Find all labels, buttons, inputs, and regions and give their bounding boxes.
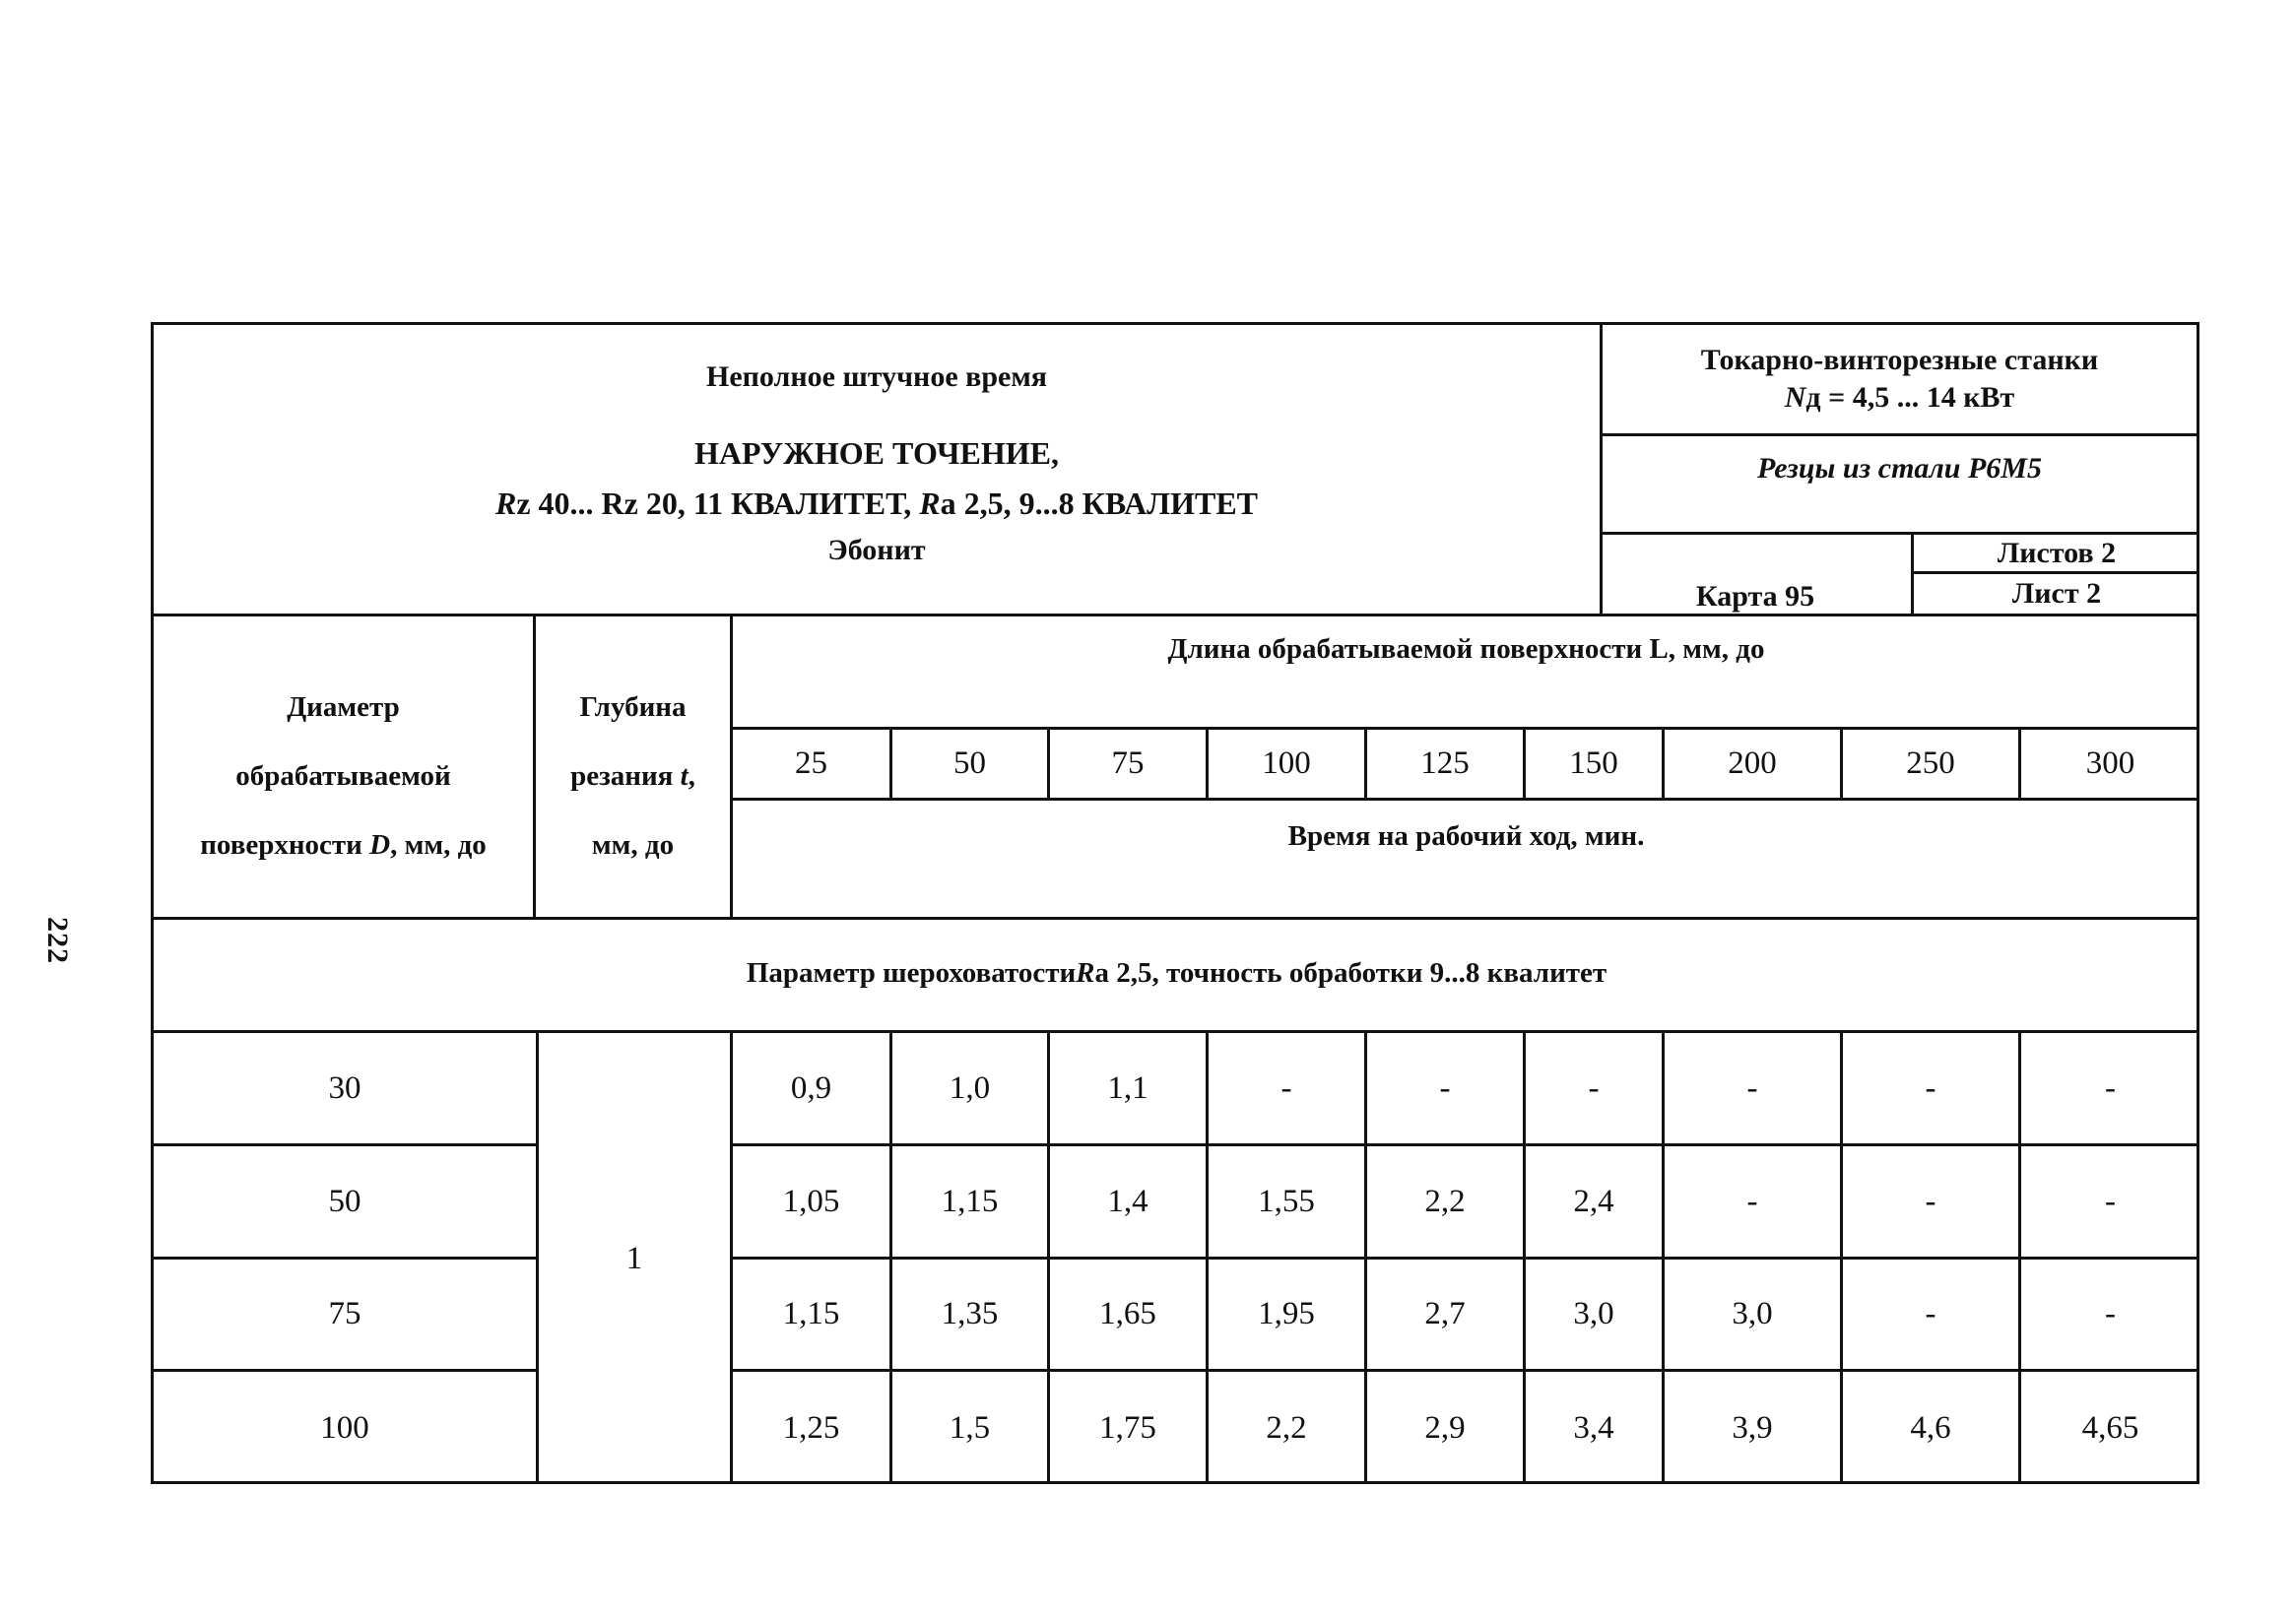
time-cell: 4,6 [1843,1372,2021,1484]
length-value: 50 [892,730,1050,801]
length-value: 150 [1526,730,1665,801]
card-number: Карта 95 [1695,580,1815,613]
time-cell: 2,9 [1367,1372,1526,1484]
length-header-text: Длина обрабатываемой поверхности L, мм, до [1167,633,1765,665]
time-cell: - [1665,1033,1843,1146]
time-header [733,801,2199,917]
time-cell: 1,4 [1050,1146,1209,1260]
time-cell: - [1367,1033,1526,1146]
operation-title: НАРУЖНОЕ ТОЧЕНИЕ, [694,435,1059,471]
subtitle: Неполное штучное время [705,360,1048,393]
time-cell: 2,7 [1367,1260,1526,1372]
time-cell: 1,5 [892,1372,1050,1484]
diameter-header [154,614,536,917]
length-value: 100 [1209,730,1367,801]
time-cell: 1,1 [1050,1033,1209,1146]
diameter-line1: Диаметр [287,691,400,723]
time-cell: - [1843,1146,2021,1260]
time-cell: 3,9 [1665,1372,1843,1484]
sheet-current: Лист 2 [2011,577,2102,610]
rz-text: z 40... Rz 20, 11 КВАЛИТЕТ, [516,486,920,521]
spec-line [154,486,1600,522]
length-value: 25 [733,730,892,801]
table-row [154,1033,2199,1146]
time-cell: 1,95 [1209,1260,1367,1372]
time-cell: - [1209,1033,1367,1146]
n-symbol: N [1784,381,1806,414]
depth-line2: резания t, [570,760,695,792]
time-cell: - [1526,1033,1665,1146]
length-values-row [733,730,2199,801]
ra-symbol: R [1076,957,1095,989]
title-block [154,325,1600,614]
diameter-cell: 100 [320,1409,369,1446]
time-cell: - [1843,1260,2021,1372]
diameter-cell: 50 [154,1146,536,1260]
time-cell: 2,4 [1526,1146,1665,1260]
time-cell: 1,65 [1050,1260,1209,1372]
ra-symbol: R [919,486,941,521]
depth-value: 1 [536,1033,733,1484]
ra-text: a 2,5, 9...8 КВАЛИТЕТ [940,486,1259,521]
length-value: 300 [2021,730,2199,801]
depth-line3: мм, до [591,829,675,861]
depth-header [536,614,733,917]
card-cell [1600,535,1914,614]
time-cell: 1,55 [1209,1146,1367,1260]
length-value: 250 [1843,730,2021,801]
length-value: 200 [1665,730,1843,801]
rz-symbol: R [494,486,517,521]
diameter-cell: 30 [154,1033,536,1146]
table-row [154,1146,2199,1260]
machine-power [1785,379,2014,417]
section-header [154,917,2199,1033]
time-cell: 3,4 [1526,1372,1665,1484]
diameter-line2: обрабатываемой [235,760,451,792]
time-cell: 1,35 [892,1260,1050,1372]
time-cell: 1,25 [733,1372,892,1484]
power-range: д = 4,5 ... 14 кВт [1805,381,2015,414]
time-cell: 4,65 [2081,1409,2139,1446]
length-header [733,614,2199,730]
section-header-post: a 2,5, точность обработки 9...8 квалитет [1094,957,1607,989]
diameter-line3: поверхности D, мм, до [200,829,487,861]
time-cell: - [2021,1260,2199,1372]
time-cell: - [2021,1033,2199,1146]
section-header-pre: Параметр шероховатости [746,957,1077,989]
length-value: 75 [1050,730,1209,801]
diameter-cell: 75 [154,1260,536,1372]
material: Эбонит [827,534,926,566]
time-cell: 3,0 [1526,1260,1665,1372]
tools-cell [1600,436,2199,535]
norm-card [151,322,2199,1484]
time-cell: 1,15 [733,1260,892,1372]
depth-line1: Глубина [579,691,687,723]
time-cell: - [1843,1033,2021,1146]
time-cell: 1,15 [892,1146,1050,1260]
time-cell: 2,2 [1367,1146,1526,1260]
time-cell: 0,9 [733,1033,892,1146]
machine-cell [1600,325,2199,436]
time-cell: 1,75 [1050,1372,1209,1484]
time-cell: 2,2 [1209,1372,1367,1484]
length-value: 125 [1367,730,1526,801]
time-cell: 1,0 [892,1033,1050,1146]
sheets-total: Листов 2 [1914,535,2199,574]
table-row [154,1372,2199,1484]
time-cell: 1,05 [733,1146,892,1260]
machine-name: Токарно-винторезные станки [1700,344,2099,376]
time-cell: - [2021,1146,2199,1260]
time-header-text: Время на рабочий ход, мин. [1287,820,1645,852]
page-number: 222 [41,917,74,964]
time-cell: 3,0 [1665,1260,1843,1372]
tools-text: Резцы из стали Р6М5 [1757,452,2042,485]
time-cell: - [1665,1146,1843,1260]
table-row [154,1260,2199,1372]
